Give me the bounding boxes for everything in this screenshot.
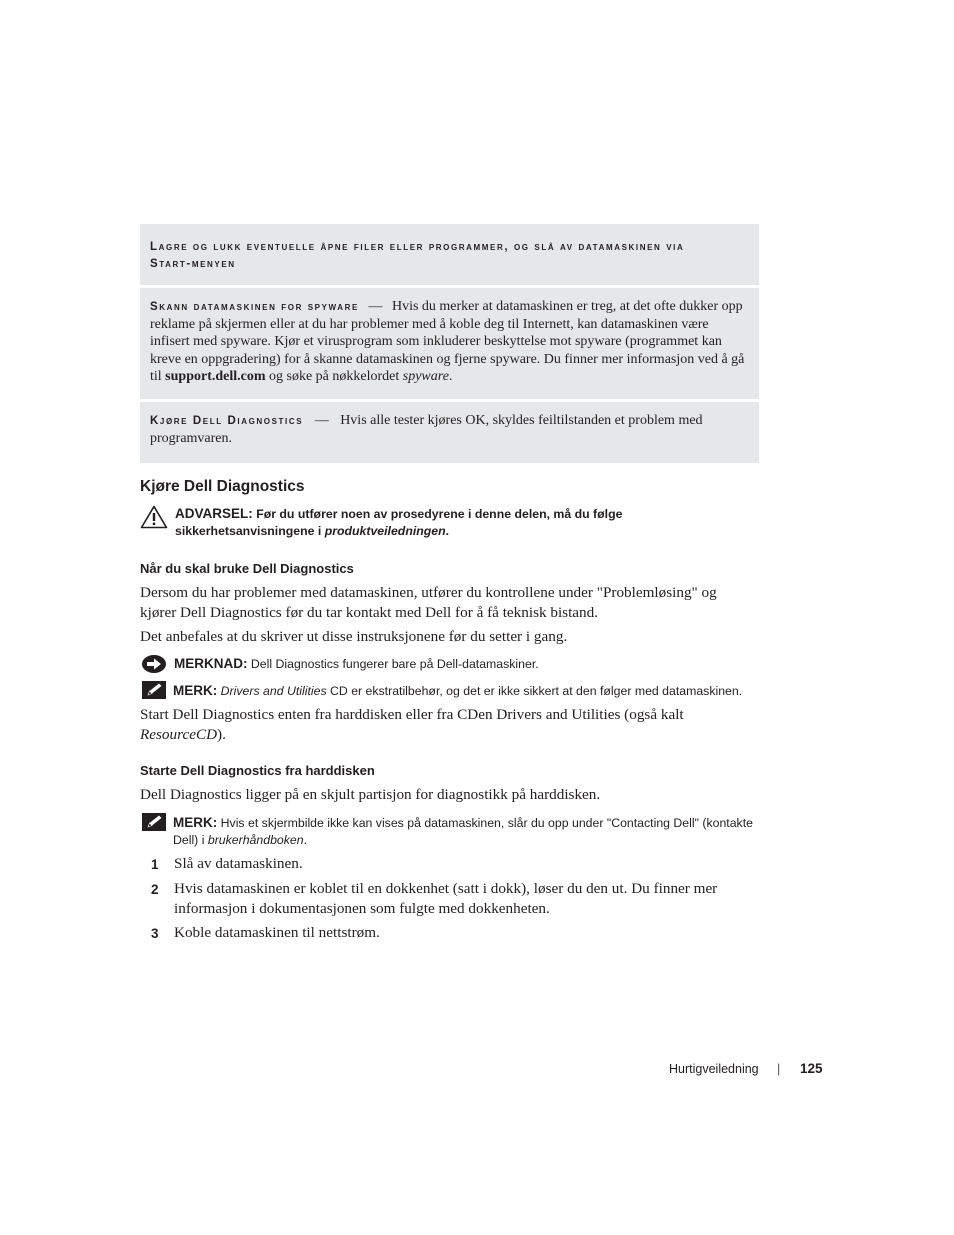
note-label: MERK: [173, 683, 218, 698]
note-italic: Drivers and Utilities [220, 684, 327, 698]
step-number: 2 [151, 882, 159, 897]
paragraph: Det anbefales at du skriver ut disse instruksjonene før du setter i gang. [140, 628, 568, 645]
step-number: 3 [151, 926, 159, 941]
subheading-when-to-use: Når du skal bruke Dell Diagnostics [140, 561, 354, 576]
step-text: Slå av datamaskinen. [174, 855, 303, 872]
notice-text [174, 655, 760, 673]
section-heading: Kjøre Dell Diagnostics [140, 478, 305, 495]
tip-text: Hvis du merker at datamaskinen er treg, at det ofte dukker opp reklame på skjermen eller at du har problemer med å koble deg til Internett, kan datamaskinen være infisert med spyware. Kjør et virusprogram som inkluderer beskyttelse mot spyware (programmet kan kreve en oppgradering) for å skanne datamaskinen og fjerne spyware. Du finner mer informasjon ved å gå til [150, 299, 745, 384]
note-italic: brukerhåndboken [207, 833, 304, 847]
notice-note [140, 654, 760, 674]
tip-keyword: spyware [402, 368, 449, 384]
tip-title [150, 224, 749, 273]
note-text [173, 814, 759, 849]
warning-triangle-icon [140, 505, 168, 534]
tip-title-line2: Start-menyen [150, 258, 236, 270]
notice-body: Dell Diagnostics fungerer bare på Dell-datamaskiner. [250, 657, 539, 671]
para-italic: ResourceCD [140, 725, 218, 743]
troubleshoot-tip-box-2 [140, 288, 759, 399]
tip-dash: — [368, 299, 383, 314]
subheading-start-from-harddisk: Starte Dell Diagnostics fra harddisken [140, 763, 375, 778]
warning-label: ADVARSEL: [175, 506, 253, 521]
warning-body: Før du utfører noen av prosedyrene i denne delen, må du følge sikkerhetsanvisningene i [175, 507, 623, 538]
support-link[interactable]: support.dell.com [165, 368, 266, 384]
paragraph: Dersom du har problemer med datamaskinen, utfører du kontrollene under "Problemløsing" og kjører Dell Diagnostics før du tar kontakt med Dell for å få teknisk bistand. [140, 584, 717, 621]
pencil-note-icon [142, 813, 166, 836]
step-item [140, 854, 755, 874]
tip-text: Hvis alle tester kjøres OK, skyldes feiltilstanden et problem med programvaren. [150, 413, 703, 447]
step-item [140, 923, 755, 943]
pencil-note-icon [142, 681, 166, 704]
step-number: 1 [151, 857, 159, 872]
warning-text [175, 505, 761, 540]
tip-body [150, 288, 749, 385]
warning-italic: produktveiledningen [324, 524, 446, 538]
tip-title-line1: Lagre og lukk eventuelle åpne filer eller programmer, og slå av datamaskinen via [150, 241, 685, 253]
note-contacting-dell [140, 813, 760, 849]
note-body: Hvis et skjermbilde ikke kan vises på datamaskinen, slår du opp under "Contacting Dell" (kontakte Dell) i [173, 816, 753, 847]
warning-end: . [445, 524, 450, 538]
note-text [173, 682, 759, 700]
notice-label: MERKNAD: [174, 656, 248, 671]
notice-arrow-icon [141, 654, 167, 679]
para-text: Start Dell Diagnostics enten fra harddisken eller fra CDen Drivers and Utilities (også kalt [140, 706, 684, 723]
para-end: ). [217, 725, 226, 743]
footer-separator: | [777, 1062, 781, 1076]
paragraph: Dell Diagnostics ligger på en skjult partisjon for diagnostikk på harddisken. [140, 786, 601, 803]
page-number: 125 [800, 1061, 823, 1076]
footer-section-name: Hurtigveiledning [669, 1062, 759, 1076]
tip-title: Skann datamaskinen for spyware [150, 301, 359, 313]
paragraph [140, 705, 755, 744]
tip-dash: — [314, 413, 329, 428]
note-drivers-cd [140, 681, 760, 701]
troubleshoot-tip-box-3 [140, 402, 759, 463]
tip-end: . [448, 368, 453, 384]
tip-title: Kjøre Dell Diagnostics [150, 415, 304, 427]
step-item [140, 879, 755, 919]
warning-note [140, 505, 760, 541]
troubleshoot-tip-box-1 [140, 224, 759, 285]
note-end: . [303, 833, 307, 847]
step-text: Hvis datamaskinen er koblet til en dokkenhet (satt i dokk), løser du den ut. Du finner mer informasjon i dokumentasjonen som fulgte med dokkenheten. [174, 880, 718, 917]
step-text: Koble datamaskinen til nettstrøm. [174, 924, 380, 941]
note-body: CD er ekstratilbehør, og det er ikke sikkert at den følger med datamaskinen. [330, 684, 743, 698]
tip-body [150, 402, 749, 447]
tip-text-mid: og søke på nøkkelordet [269, 368, 400, 384]
note-label: MERK: [173, 815, 218, 830]
